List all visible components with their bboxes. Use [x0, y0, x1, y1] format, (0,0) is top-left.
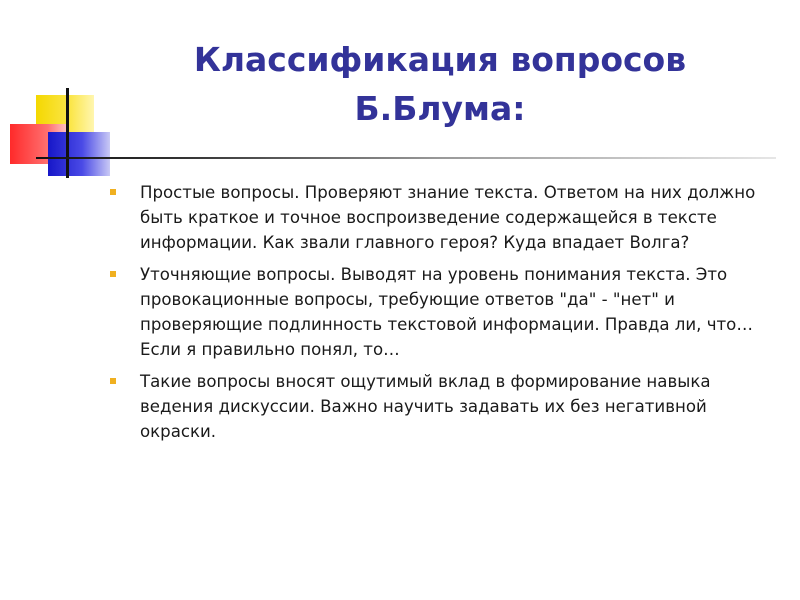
bullet-text: Такие вопросы вносят ощутимый вклад в формирование навыка ведения дискуссии. Важно научить задавать их без негативной окраски. [140, 372, 711, 441]
bullet-list [110, 180, 780, 451]
square-bullet-icon [110, 189, 116, 195]
blue-square-shape [48, 132, 110, 176]
bullet-item [110, 369, 780, 444]
vertical-divider-line [66, 88, 69, 178]
square-bullet-icon [110, 271, 116, 277]
slide-title [95, 35, 785, 133]
bullet-item [110, 180, 780, 255]
bullet-text: Уточняющие вопросы. Выводят на уровень понимания текста. Это провокационные вопросы, требующие ответов "да" - "нет" и проверяющие подлинность текстовой информации. Правда ли, что… Если я правильно понял, то… [140, 265, 753, 359]
horizontal-divider-line [36, 157, 776, 159]
bullet-text: Простые вопросы. Проверяют знание текста. Ответом на них должно быть краткое и точное воспроизведение содержащейся в тексте информации. Как звали главного героя? Куда впадает Волга? [140, 183, 756, 252]
square-bullet-icon [110, 378, 116, 384]
bullet-item [110, 262, 780, 362]
slide-title-line-2: Б.Блума: [354, 89, 526, 128]
slide-title-line-1: Классификация вопросов [193, 40, 687, 79]
